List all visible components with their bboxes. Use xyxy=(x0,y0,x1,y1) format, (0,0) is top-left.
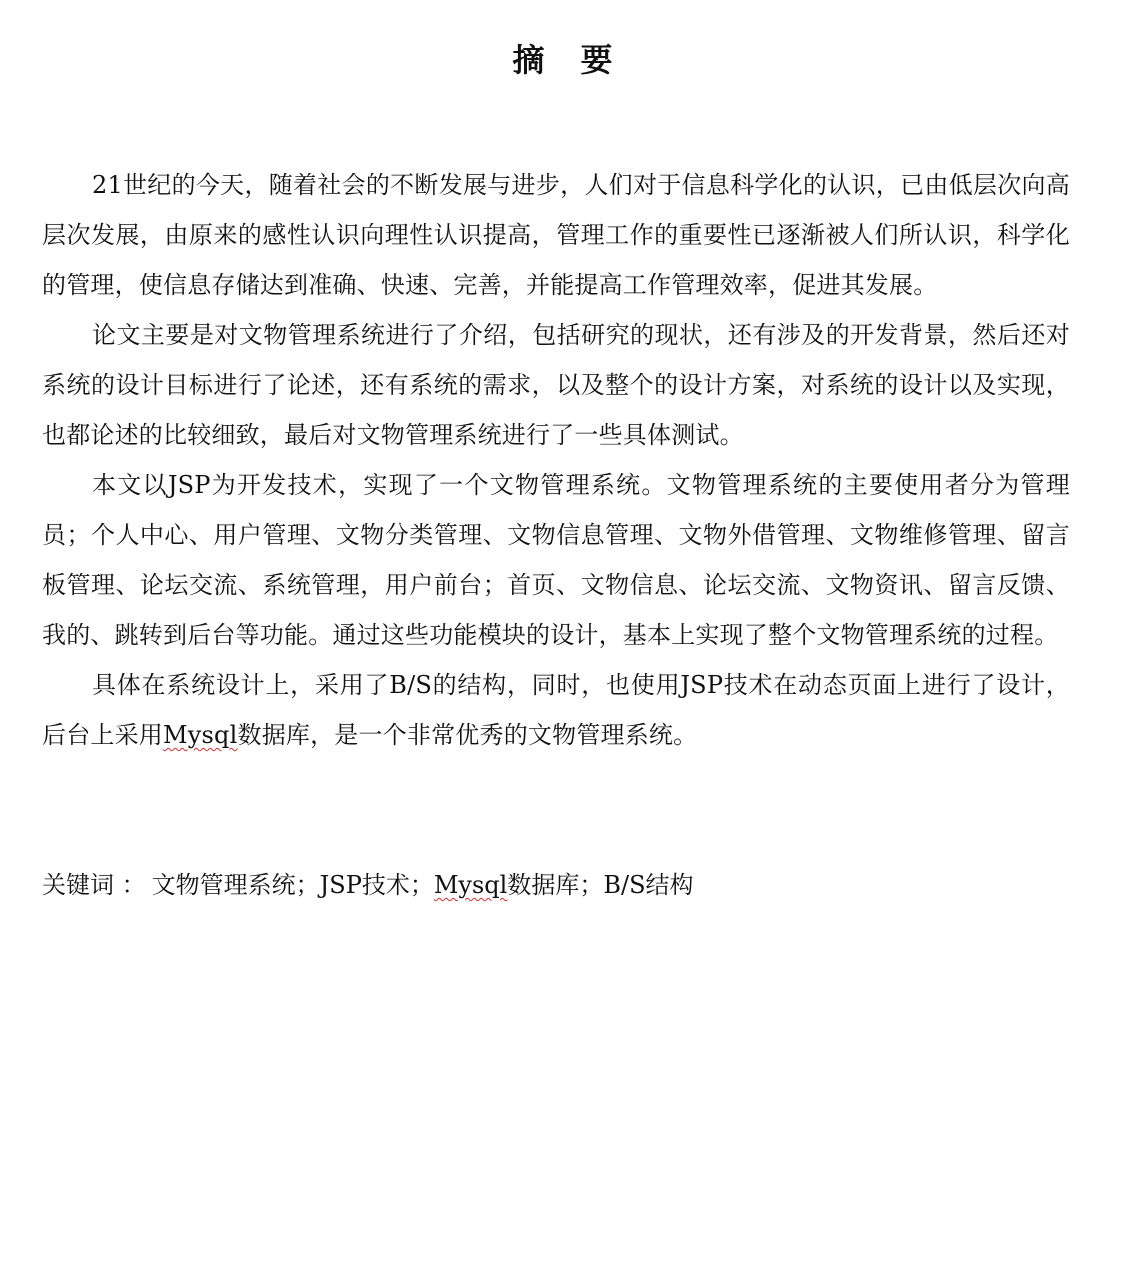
paragraph-3: 本文以JSP为开发技术，实现了一个文物管理系统。文物管理系统的主要使用者分为管理员；个人中心、用户管理、文物分类管理、文物信息管理、文物外借管理、文物维修管理、留言板管理、论坛交流、系统管理，用户前台；首页、文物信息、论坛交流、文物资讯、留言反馈、我的、跳转到后台等功能。通过这些功能模块的设计，基本上实现了整个文物管理系统的过程。 xyxy=(42,471,1070,649)
paragraph-4-text-before: 具体在系统设计上，采用了B/S的结构，同时，也使用JSP技术在动态页面上进行了设计，后台上采用 xyxy=(42,671,1070,749)
page-title: 摘要 xyxy=(512,41,649,79)
keywords-line xyxy=(42,860,1070,910)
spellcheck-flagged-word: Mysql xyxy=(163,721,238,749)
paragraph-2: 论文主要是对文物管理系统进行了介绍，包括研究的现状，还有涉及的开发背景，然后还对系统的设计目标进行了论述，还有系统的需求，以及整个的设计方案，对系统的设计以及实现，也都论述的比较细致，最后对文物管理系统进行了一些具体测试。 xyxy=(42,321,1070,449)
keywords-item-1: 文物管理系统；JSP技术； xyxy=(151,871,434,899)
paragraph-4 xyxy=(42,660,1070,760)
paragraph-1: 21世纪的今天，随着社会的不断发展与进步，人们对于信息科学化的认识，已由低层次向高层次发展，由原来的感性认识向理性认识提高，管理工作的重要性已逐渐被人们所认识，科学化的管理，使信息存储达到准确、快速、完善，并能提高工作管理效率，促进其发展。 xyxy=(42,171,1070,299)
paragraph-4-text-after: 数据库，是一个非常优秀的文物管理系统。 xyxy=(237,721,698,749)
abstract-body xyxy=(42,160,1070,760)
keywords-item-2-rest: 数据库；B/S结构 xyxy=(507,871,694,899)
keywords-flagged-word: Mysql xyxy=(433,871,508,899)
keywords-label: 关键词 ： xyxy=(42,871,146,899)
